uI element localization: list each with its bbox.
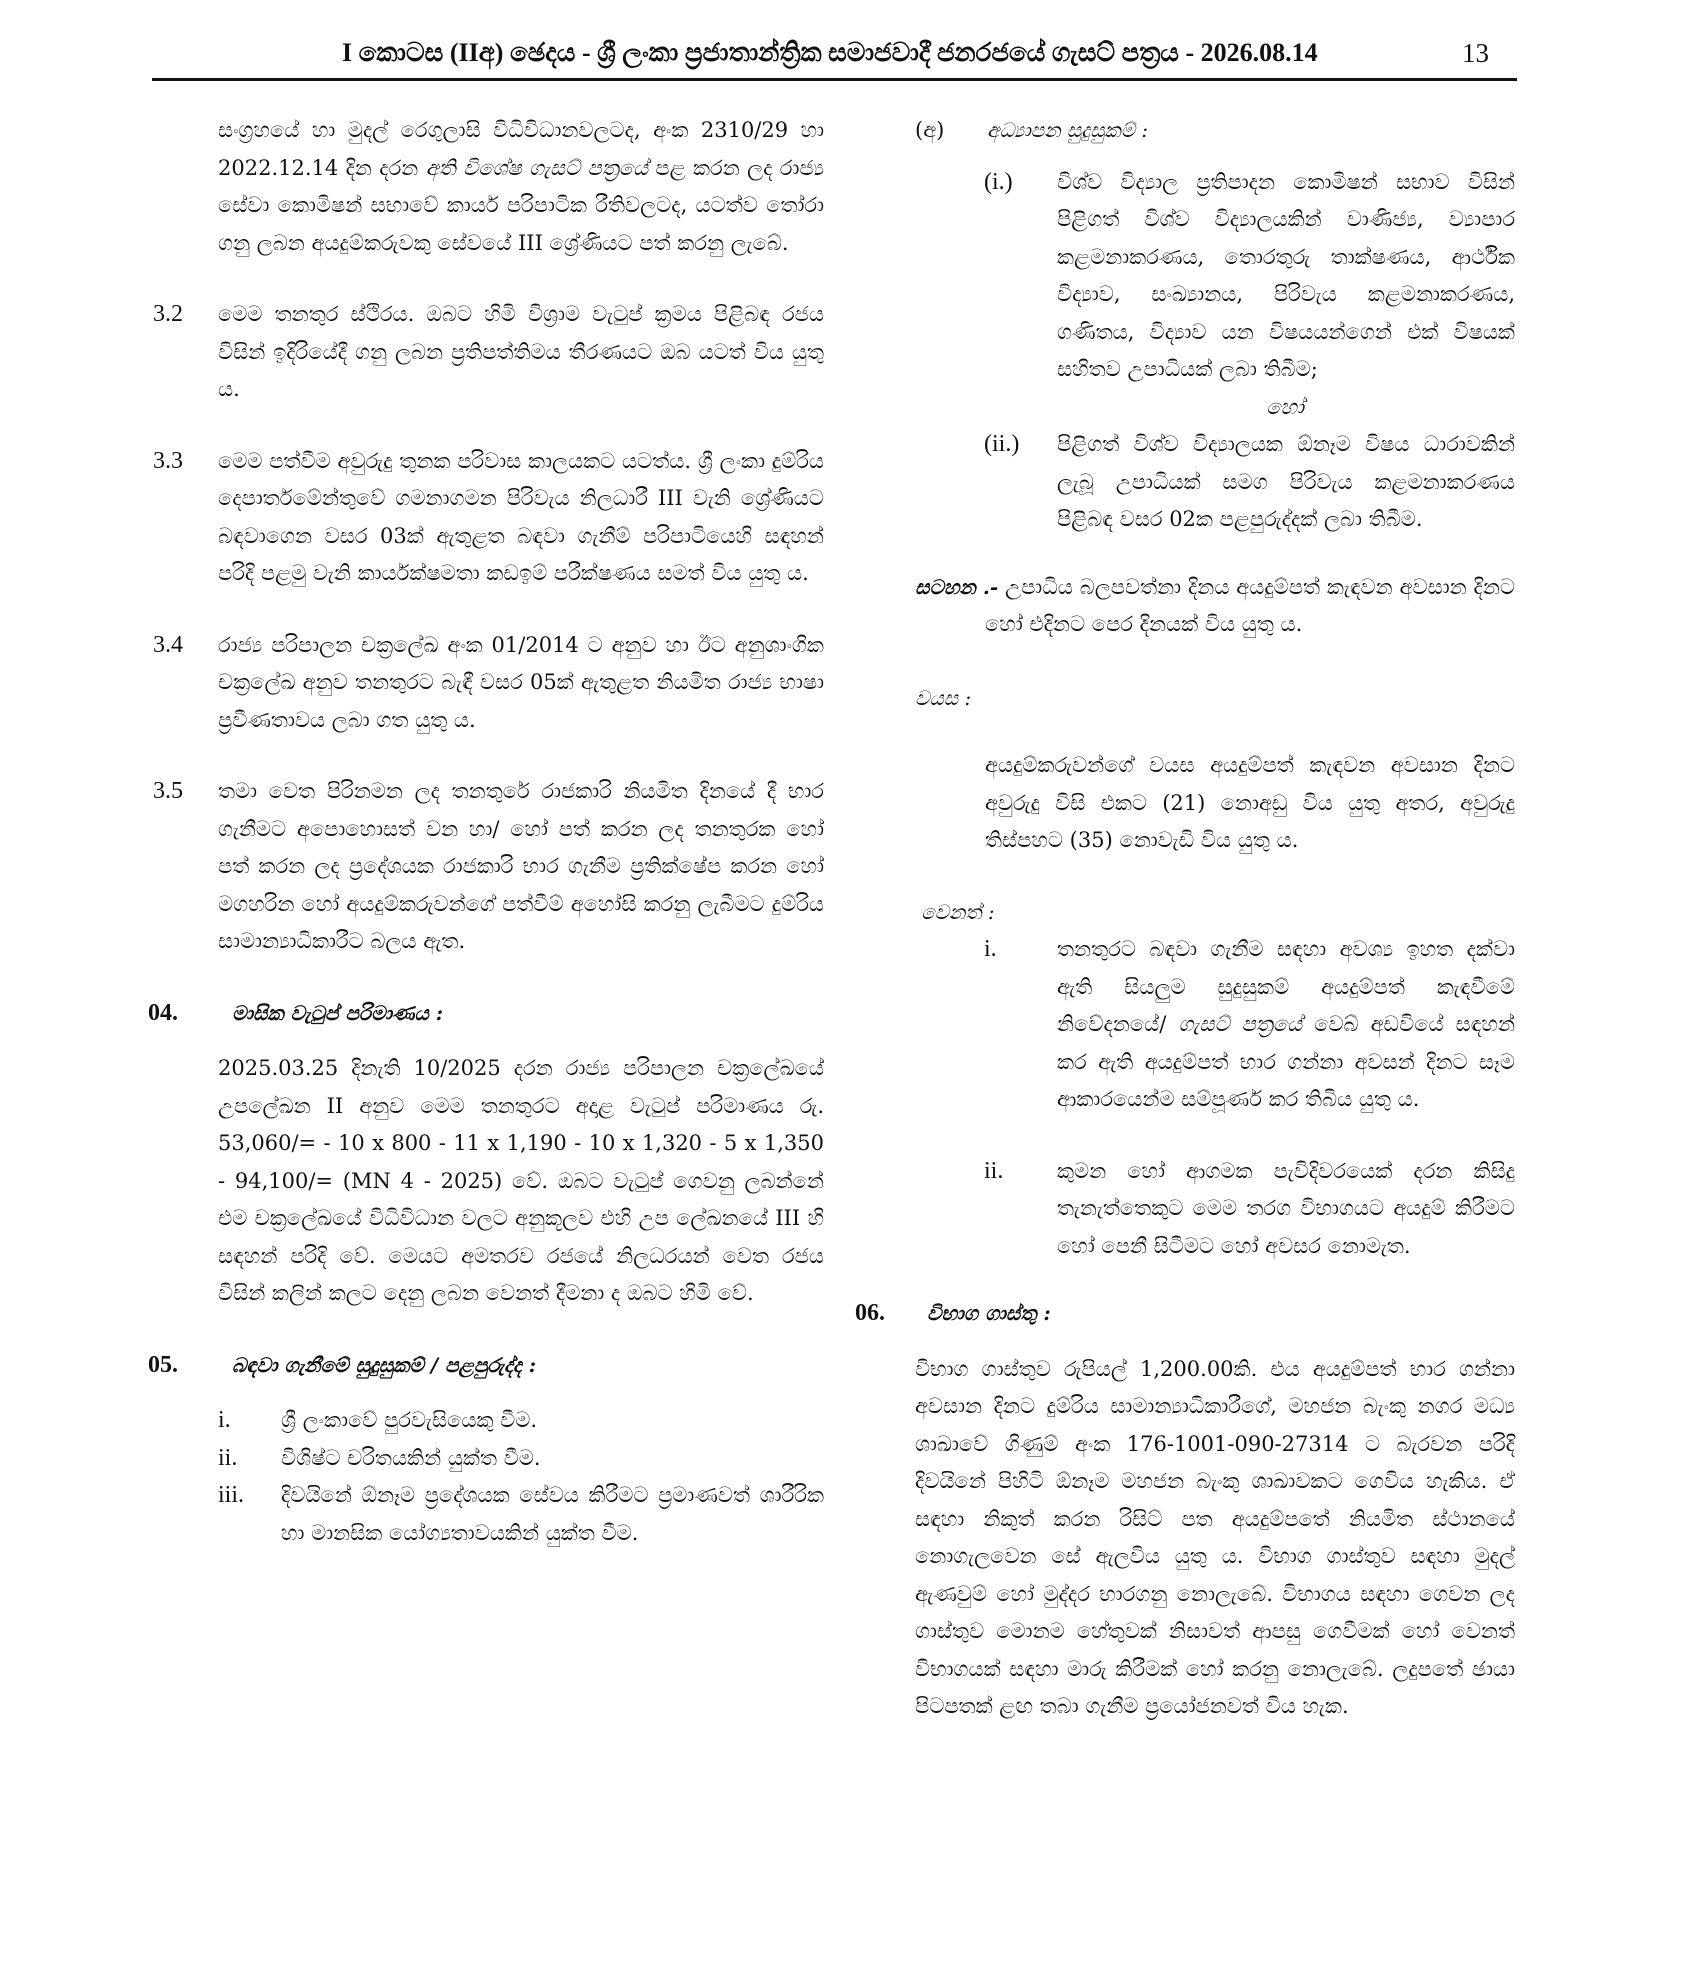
gazette-header-title: I කොටස (IIඅ) ඡෙදය - ශ්‍රී ලංකා ප්‍රජාතාන්ත්‍රික සමාජවාදී ජනරජයේ ගැසට් පත්‍රය - 2026.08.14	[342, 38, 1318, 67]
salary-scale-paragraph: 2025.03.25 දිනැති 10/2025 දරන රාජ්‍ය පරිපාලන චක්‍රලේඛයේ උපලේඛන II අනුව මෙම තනතුරට අදාළ වැටුප් පරිමාණය රු. 53,060/= - 10 x 800 - 11 x 1,190 - 10 x 1,320 - 5 x 1,350 - 94,100/= (MN 4 - 2025) වේ. ඔබට වැටුප් ගෙවනු ලබන්නේ එම චක්‍රලේඛයේ විධිවිධාන වලට අනුකූලව එහි උප ලේඛනයේ III හි සඳහන් පරිදි වේ. මෙයට අමතරව රජයේ නිලධරයන් වෙත රජය විසින් කලින් කලට දෙනු ලබන වෙනත් දීමනා ද ඔබට හිමි වේ.	[218, 1056, 824, 1305]
item-text: ශ්‍රී ලංකාවේ පුරවැසියෙකු වීම.	[281, 1408, 538, 1432]
clause-number: 3.4	[153, 631, 183, 658]
item-number: (i.)	[984, 168, 1013, 195]
section-04-heading	[148, 995, 824, 1033]
item-text-italic: ගැසට් පත්‍රයේ	[1178, 1012, 1303, 1036]
note-label: සටහන .-	[915, 574, 999, 599]
clause-text: තමා වෙත පිරිනමන ලද තනතුරේ රාජකාරි නියමිත දිනයේ දී භාර ගැනීමට අපොහොසත් වන හා/ හෝ පත් කරන ලද තනතුරක හෝ පත් කරන ලද ප්‍රදේශයක රාජකාරි භාර ගැනීම ප්‍රතික්ෂේප කරන හෝ මගහරින හෝ අයදුම්කරුවන්ගේ පත්වීම් අහෝසි කරනු ලැබීමට දුම්රිය සාමාන්‍යාධිකාරීට බලය ඇත.	[218, 779, 824, 953]
qualification-item	[218, 1477, 824, 1552]
or-separator: හෝ	[1266, 394, 1304, 419]
clause-text: මෙම තනතුර ස්ථිරය. ඔබට හිමි විශ්‍රාම වැටුප් ක්‍රමය පිළිබඳ රජය විසින් ඉදිරියේදී ගනු ලබන ප්‍රතිපත්තිමය තීරණයට ඔබ යටත් විය යුතු ය.	[218, 302, 824, 401]
item-text: පිළිගත් විශ්ව විද්‍යාලයක ඕනෑම විෂය ධාරාවකින් ලැබූ උපාධියක් සමග පිරිවැය කළමනාකරණය පිළිබඳ වසර 02ක පළපුරුද්දක් ලබා තිබීම.	[1057, 432, 1515, 531]
item-text-a: තනතුරට බඳවා ගැනීම සඳහා අවශ්‍ය ඉහත දක්වා ඇති සියලුම සුදුසුකම් අයදුම්පත් කැඳවීමේ නිවේදනයේ/	[1057, 937, 1515, 1036]
item-text-c: වෙබ් අඩවියේ සඳහන් කර ඇති අයදුම්පත් භාර ගන්නා අවසන් දිනට සෑම ආකාරයෙන්ම සම්පූර්ණ කර තිබිය යුතු ය.	[1057, 1012, 1516, 1111]
section-number: 05.	[148, 1351, 178, 1378]
subsection-title: අධ්‍යාපන සුදුසුකම් :	[987, 118, 1149, 142]
qualification-item	[218, 1402, 824, 1440]
item-number: i.	[984, 936, 997, 962]
item-number: ii.	[984, 1157, 1004, 1184]
page-number: 13	[1462, 38, 1489, 68]
clause-number: 3.2	[153, 301, 183, 327]
left-column	[148, 112, 825, 1552]
clause-text: රාජ්‍ය පරිපාලන චක්‍රලේඛ අංක 01/2014 ට අනුව හා ඊට අනුශාංගික චක්‍රලේඛ අනුව තනතුරට බැඳී වසර 05ක් ඇතුළත නියමිත රාජ්‍ය භාෂා ප්‍රවීණතාවය ලබා ගත යුතු ය.	[218, 632, 824, 732]
other-heading: වෙනත් :	[921, 899, 995, 924]
section-number: 06.	[855, 1300, 885, 1326]
section-number: 04.	[148, 999, 178, 1026]
note-paragraph	[915, 569, 1515, 644]
other-item	[985, 1153, 1515, 1266]
section-06-heading	[855, 1295, 1515, 1333]
education-qualifications-heading	[915, 112, 1515, 150]
other-item	[985, 931, 1515, 1119]
clause-3-5	[154, 773, 824, 961]
item-number: ii.	[218, 1444, 238, 1471]
intro-text-a: සංග්‍රහයේ හා මුදල් රෙගුලාසි විධිවිධානවලටද, අංක 2310/29 හා 2022.12.14 දින දරන	[218, 118, 824, 180]
section-05-heading	[148, 1347, 824, 1385]
clause-3-4	[154, 627, 824, 740]
clause-number: 3.3	[153, 447, 183, 474]
education-item	[985, 426, 1515, 539]
qualification-item	[218, 1440, 824, 1478]
clause-3-3	[154, 443, 824, 593]
education-item	[985, 164, 1515, 389]
section-title: බඳවා ගැනීමේ සුදුසුකම් / පළපුරුද්ද :	[232, 1352, 537, 1377]
clause-number: 3.5	[153, 778, 183, 804]
age-heading: වයස :	[915, 685, 972, 710]
exam-fee-paragraph: විභාග ගාස්තුව රුපියල් 1,200.00කි. එය අයදුම්පත් භාර ගන්නා අවසාන දිනට දුම්රිය සාමාන්‍යාධිකාරීගේ, මහජන බැංකු නගර මධ්‍ය ශාඛාවේ ගිණුම් අංක 176-1001-090-27314 ට බැරවන පරිදි දිවයිනේ පිහිටි ඕනෑම මහජන බැංකු ශාඛාවකට ගෙවිය හැකිය. ඒ සඳහා නිකුත් කරන රිසිට් පත අයදුම්පතේ නියමිත ස්ථානයේ නොගැලවෙන සේ ඇලවිය යුතු ය. විභාග ගාස්තුව සඳහා මුදල් ඇණවුම් හෝ මුද්දර භාරගනු නොලැබේ. විභාගය සඳහා ගෙවන ලද ගාස්තුව මොනම හේතුවක් නිසාවත් ආපසු ගෙවීමක් හෝ වෙනත් විභාගයක් සඳහා මාරු කිරීමක් හෝ කරනු නොලැබේ. ලදුපතේ ඡායා පිටපතක් ළඟ තබා ගැනීම ප්‍රයෝජනවත් විය හැක.	[915, 1356, 1515, 1718]
clause-3-2	[154, 296, 824, 409]
item-text: කුමන හෝ ආගමක පැවිදිවරයෙක් දරන කිසිදු තැනැත්තෙකුට මෙම තරග විභාගයට අයදුම් කිරීමට හෝ පෙනී සිටීමට හෝ අවසර නොමැත.	[1057, 1158, 1515, 1258]
intro-text-italic: අති විශේෂ ගැසට් පත්‍රයේ	[425, 155, 649, 180]
age-paragraph: අයදුම්කරුවන්ගේ වයස අයදුම්පත් කැඳවන අවසාන දිනට අවුරුදු විසි එකට (21) නොඅඩු විය යුතු අතර, අවුරුදු තිස්පහට (35) නොවැඩි විය යුතු ය.	[985, 753, 1515, 852]
item-text: විශිෂ්ට චරිතයකින් යුක්ත වීම.	[281, 1445, 541, 1470]
item-number: i.	[218, 1407, 231, 1433]
header-rule	[152, 78, 1517, 81]
subsection-label: (අ)	[915, 118, 945, 142]
section-title: විභාග ගාස්තු :	[927, 1301, 1051, 1325]
intro-text-c: පළ කරන ලද රාජ්‍ය සේවා කොමිෂන් සභාවේ කාර්ය පරිපාටික රීතිවලටද, යටත්ව තෝරා ගනු ලබන අයදුම්කරුවකු සේවයේ III ශ්‍රේණියට පත් කරනු ලැබේ.	[218, 155, 825, 255]
clause-text: මෙම පත්වීම අවුරුදු තුනක පරිවාස කාලයකට යටත්ය. ශ්‍රී ලංකා දුම්රිය දෙපාර්තමේන්තුවේ ගමනාගමන පිරිවැය නිලධාරී III වැනි ශ්‍රේණියට බඳවාගෙන වසර 03ක් ඇතුළත බඳවා ගැනීම් පරිපාටියෙහි සඳහන් පරිදි පළමු වැනි කාර්යක්ෂමතා කඩඉම් පරීක්ෂණය සමත් විය යුතු ය.	[218, 448, 824, 585]
item-text: විශ්ව විද්‍යාල ප්‍රතිපාදන කොමිෂන් සභාව විසින් පිළිගත් විශ්ව විද්‍යාලයකින් වාණිජ්‍ය, ව්‍යාපාර කළමනාකරණය, තොරතුරු තාක්ෂණය, ආර්ථික විද්‍යාව, සංඛ්‍යානය, පිරිවැය කළමනාකරණය, ගණිතය, විද්‍යාව යන විෂයයන්ගෙන් එක් විෂයක් සහිතව උපාධියක් ලබා තිබීම;	[1057, 169, 1515, 381]
section-title: මාසික වැටුප් පරිමාණය :	[232, 1000, 444, 1025]
note-text: උපාධිය බලපවත්නා දිනය අයදුම්පත් කැඳවන අවසාන දිනට හෝ එදිනට පෙර දිනයක් විය යුතු ය.	[985, 574, 1515, 636]
item-number: iii.	[218, 1482, 245, 1508]
right-column	[855, 112, 1516, 1726]
page-header	[152, 38, 1517, 80]
item-text: දිවයිනේ ඕනෑම ප්‍රදේශයක සේවය කිරීමට ප්‍රමාණවත් ශාරීරික හා මානසික යෝග්‍යතාවයකින් යුක්ත වීම.	[281, 1483, 824, 1545]
intro-paragraph	[218, 112, 824, 262]
item-number: (ii.)	[984, 431, 1020, 457]
